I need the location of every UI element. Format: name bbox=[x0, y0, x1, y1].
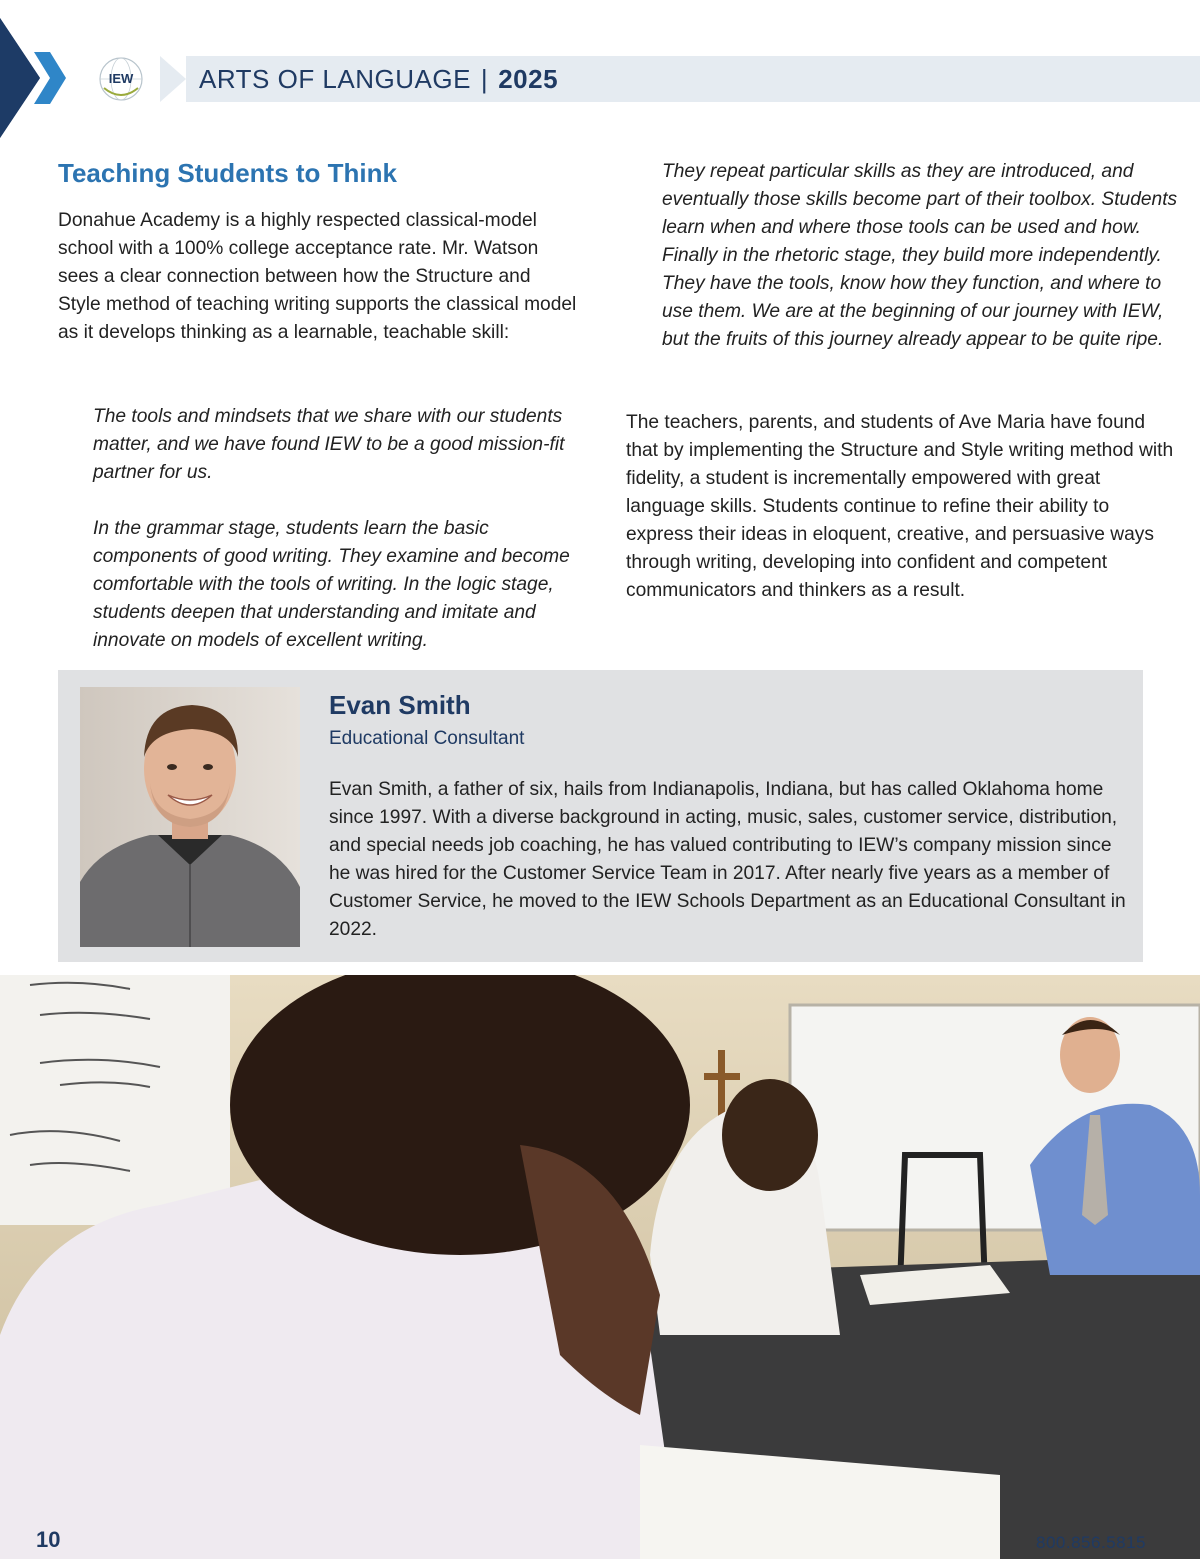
bio-portrait-photo bbox=[80, 687, 300, 947]
iew-logo-icon bbox=[98, 56, 144, 102]
page-number: 10 bbox=[36, 1527, 61, 1552]
header-notch bbox=[160, 56, 186, 102]
phone-number: 800.856.5815 bbox=[1036, 1533, 1146, 1552]
bio-name: Evan Smith bbox=[329, 690, 471, 720]
quote-paragraph-3: They repeat particular skills as they are introduced, and eventually those skills become part of their toolbox. Students learn when and where those tools can be used and how. Finally in the rhetoric stage, they build more independently. They have the tools, know how they function, and where to use them. We are at the beginning of our journey with IEW, but the fruits of this journey already appear to be quite ripe. bbox=[662, 161, 1178, 350]
bio-text: Evan Smith, a father of six, hails from Indianapolis, Indiana, but has called Oklahoma home since 1997. With a diverse background in acting, music, sales, customer service, distribution, and special needs job coaching, he has valued contributing to IEW’s company mission since he was hired for the Customer Service Team in 2017. After nearly five years as a member of Customer Service, he moved to the IEW Schools Department as an Educational Consultant in 2022. bbox=[329, 779, 1126, 940]
publication-year: 2025 bbox=[498, 64, 559, 94]
quote-paragraph-2: In the grammar stage, students learn the basic components of good writing. They examine and become comfortable with the tools of writing. In the logic stage, students deepen that understanding and imitate and innovate on models of excellent writing. bbox=[93, 518, 570, 651]
intro-paragraph: Donahue Academy is a highly respected classical-model school with a 100% college acceptance rate. Mr. Watson sees a clear connection between how the Structure and Style method of teaching writing supports the classical model as it develops thinking as a learnable, teachable skill: bbox=[58, 210, 577, 343]
classroom-photo bbox=[0, 975, 1200, 1559]
quote-paragraph-1: The tools and mindsets that we share with our students matter, and we have found IEW to be a good mission-fit partner for us. bbox=[93, 406, 565, 483]
section-heading: Teaching Students to Think bbox=[58, 158, 397, 188]
title-separator: | bbox=[480, 64, 489, 94]
logo-text: IEW bbox=[108, 71, 134, 86]
publication-title: ARTS OF LANGUAGE bbox=[199, 64, 471, 94]
bio-role: Educational Consultant bbox=[329, 728, 525, 749]
closing-paragraph: The teachers, parents, and students of Ave Maria have found that by implementing the Structure and Style writing method with fidelity, a student is incrementally empowered with great language skills. Students continue to refine their ability to express their ideas in eloquent, creative, and persuasive ways through writing, developing into confident and competent communicators and thinkers as a result. bbox=[626, 412, 1174, 601]
header-chevron-icon bbox=[0, 0, 80, 140]
header-title bbox=[199, 61, 558, 97]
